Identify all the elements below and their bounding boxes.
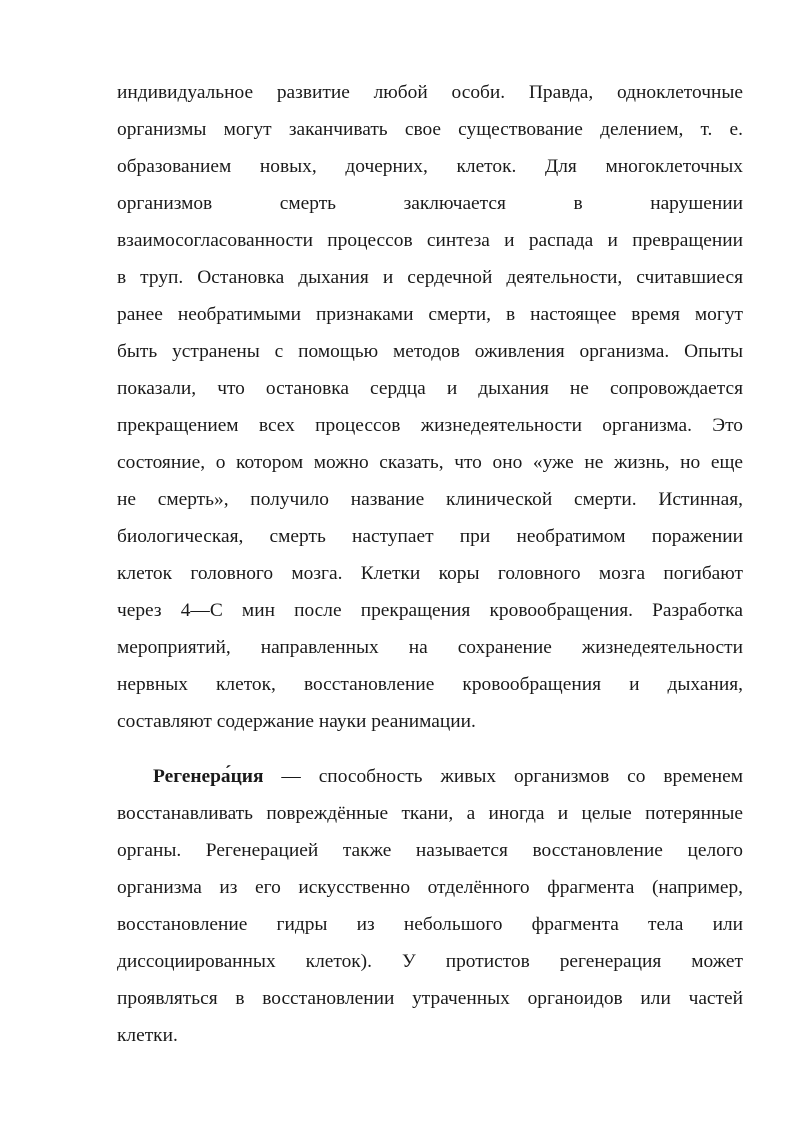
text-line: ранее необратимыми признаками смерти, в настоящее время могут: [117, 304, 743, 325]
text-line: восстановление гидры из небольшого фрагмента тела или: [117, 914, 743, 935]
text-line: быть устранены с помощью методов оживления организма. Опыты: [117, 341, 743, 362]
text-line: организмы могут заканчивать свое существование делением, т. е.: [117, 119, 743, 140]
text-line: образованием новых, дочерних, клеток. Для многоклеточных: [117, 156, 743, 177]
text-line: взаимосогласованности процессов синтеза и распада и превращении: [117, 230, 743, 251]
text-line: составляют содержание науки реанимации.: [117, 711, 476, 732]
first-text-line: [117, 758, 743, 795]
text-line: организма из его искусственно отделённого фрагмента (например,: [117, 877, 743, 898]
document-page: [117, 74, 743, 1054]
text-line: не смерть», получило название клинической смерти. Истинная,: [117, 489, 743, 510]
text-line: клетки.: [117, 1025, 178, 1046]
text-line: организмов смерть заключается в нарушении: [117, 193, 743, 214]
text-line: проявляться в восстановлении утраченных органоидов или частей: [117, 988, 743, 1009]
text-line: клеток головного мозга. Клетки коры головного мозга погибают: [117, 563, 743, 584]
definition-start: — способность живых организмов со временем: [263, 766, 743, 787]
text-line: через 4—С мин после прекращения кровообращения. Разработка: [117, 600, 743, 621]
text-line: индивидуальное развитие любой особи. Правда, одноклеточные: [117, 82, 743, 103]
text-line: показали, что остановка сердца и дыхания не сопровождается: [117, 378, 743, 399]
text-line: в труп. Остановка дыхания и сердечной деятельности, считавшиеся: [117, 267, 743, 288]
paragraph-death: [117, 74, 743, 740]
text-line: мероприятий, направленных на сохранение жизнедеятельности: [117, 637, 743, 658]
text-line: состояние, о котором можно сказать, что оно «уже не жизнь, но еще: [117, 452, 743, 473]
text-line: биологическая, смерть наступает при необратимом поражении: [117, 526, 743, 547]
text-line: прекращением всех процессов жизнедеятельности организма. Это: [117, 415, 743, 436]
text-line: диссоциированных клеток). У протистов регенерация может: [117, 951, 743, 972]
text-line: органы. Регенерацией также называется восстановление целого: [117, 840, 743, 861]
text-line: нервных клеток, восстановление кровообращения и дыхания,: [117, 674, 743, 695]
term-regeneration: Регенера́ция: [153, 766, 264, 787]
text-line: восстанавливать повреждённые ткани, а иногда и целые потерянные: [117, 803, 743, 824]
paragraph-regeneration: [117, 758, 743, 1054]
paragraph-spacer: [117, 740, 743, 758]
